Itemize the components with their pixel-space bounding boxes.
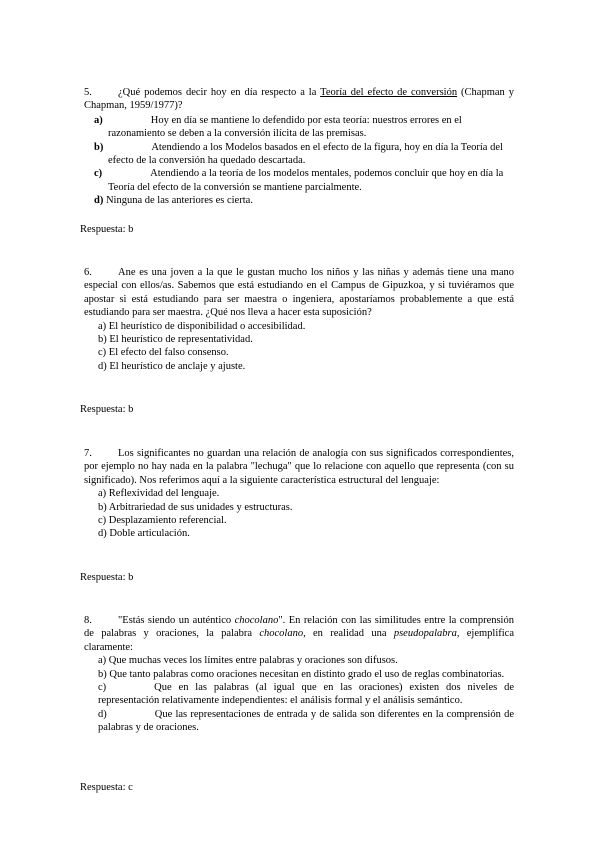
question-8-text: 8. "Estás siendo un auténtico chocolano". En relación con las similitudes entre la comprensión de palabras y oraciones, la palabra chocolano, en realidad una pseudopalabra, ejemplifica claramente: (84, 615, 514, 653)
option-c: c) Atendiendo a la teoría de los modelos mentales, podemos concluir que hoy en día la Teoría del efecto de la conversión se mantiene parcialmente. (94, 168, 504, 193)
question-number: 7. (84, 448, 92, 459)
answer-6: Respuesta: b (80, 404, 134, 415)
question-5 (84, 86, 514, 208)
question-number: 6. (84, 267, 92, 278)
option-a: a) Que muchas veces los límites entre palabras y oraciones son difusos. (98, 655, 398, 667)
answer-5: Respuesta: b (80, 224, 134, 235)
option-d: d) Que las representaciones de entrada y de salida son diferentes en la comprensión de palabras y de oraciones. (98, 708, 514, 734)
option-c: c) Desplazamiento referencial. (98, 515, 227, 527)
answer-7: Respuesta: b (80, 572, 134, 583)
question-7-text: 7. Los significantes no guardan una relación de analogía con sus significados correspondientes, por ejemplo no hay nada en la palabra "lechuga" que lo relacione con aquello que representa (con su significado). Nos referimos aquí a la siguiente característica estructural del lenguaje: (84, 448, 514, 486)
option-b: b) Atendiendo a los Modelos basados en el efecto de la figura, hoy en día la Teoría del efecto de la conversión ha quedado descartada. (94, 141, 503, 167)
question-5-text: 5. ¿Qué podemos decir hoy en día respecto a la Teoría del efecto de conversión (Chapman y Chapman, 1959/1977)? (84, 87, 514, 112)
option-c: c) Que en las palabras (al igual que en las oraciones) existen dos niveles de representación relativamente independientes: el análisis formal y el análisis semántico. (98, 682, 514, 707)
option-d: d) Ninguna de las anteriores es cierta. (94, 195, 253, 207)
question-number: 5. (84, 87, 92, 98)
option-a: a) Hoy en día se mantiene lo defendido por esta teoría: nuestros errores en el razonamiento se deben a la conversión ilícita de las premisas. (94, 114, 462, 140)
option-c: c) El efecto del falso consenso. (98, 347, 229, 359)
option-b: b) Arbitrariedad de sus unidades y estructuras. (98, 501, 293, 513)
option-d: d) El heurístico de anclaje y ajuste. (98, 360, 246, 372)
question-8 (84, 614, 514, 735)
question-number: 8. (84, 615, 92, 626)
answer-8: Respuesta: c (80, 782, 133, 793)
option-d: d) Doble articulación. (98, 528, 190, 540)
question-6-text: 6. Ane es una joven a la que le gustan mucho los niños y las niñas y además tiene una mano especial con ellos/as. Sabemos que está estudiando en el Campus de Gipuzkoa, y si tuviéramos que apostar si está estudiando para ser maestra o ingeniera, apostaríamos probablemente a que está estudiando para ser maestra. ¿Qué nos lleva a hacer esta suposición? (84, 267, 514, 319)
option-a: a) Reflexividad del lenguaje. (98, 488, 220, 500)
question-6 (84, 266, 514, 373)
option-b: b) Que tanto palabras como oraciones necesitan en distinto grado el uso de reglas combinatorias. (98, 668, 505, 680)
option-b: b) El heurístico de representatividad. (98, 334, 253, 346)
option-a: a) El heurístico de disponibilidad o accesibilidad. (98, 320, 306, 332)
question-7 (84, 447, 514, 541)
